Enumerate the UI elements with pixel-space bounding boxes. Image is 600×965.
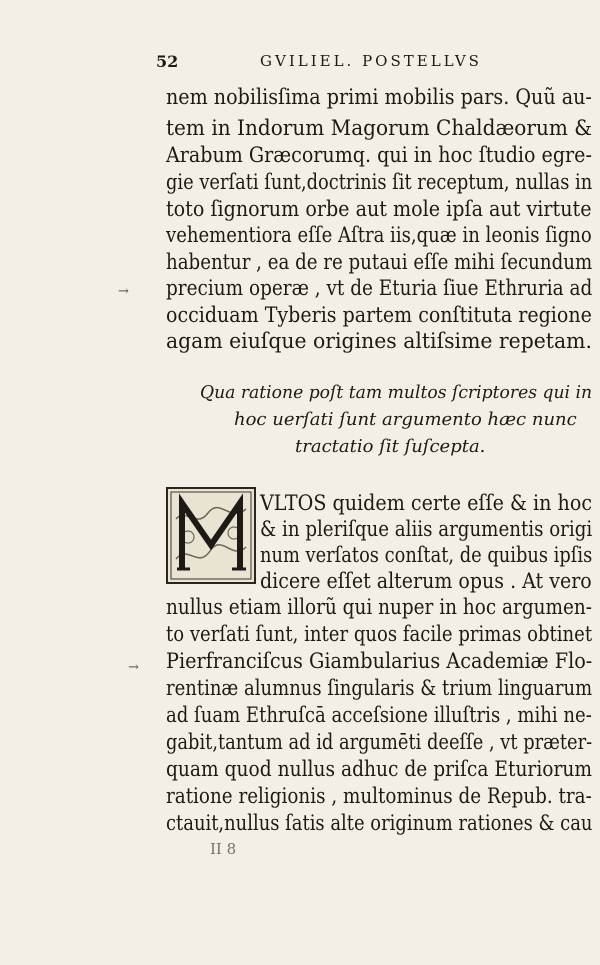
text-line: to verſati ſunt, inter quos facile primas obtinet — [166, 622, 593, 646]
text-line: nem nobilisſima primi mobilis pars. Quũ au- — [166, 85, 592, 109]
text-line: occiduam Tyberis partem conſtituta regione — [166, 303, 592, 327]
catchword: II 8 — [210, 840, 237, 858]
text-line: ctauit,nullus ſatis alte originum rationes & cau — [166, 811, 593, 835]
running-title: GVILIEL. POSTELLVS — [260, 52, 482, 70]
decorated-initial — [166, 487, 256, 584]
text-line: dicere eſſet alterum opus . At vero — [260, 569, 592, 593]
text-line: VLTOS quidem certe eſſe & in hoc — [260, 491, 593, 515]
text-line: gie verſati ſunt,doctrinis ſit receptum, nullas in — [166, 170, 593, 194]
text-line: ratione religionis , multominus de Repub. tra- — [166, 784, 592, 808]
text-line: nullus etiam illorũ qui nuper in hoc argumen- — [166, 595, 592, 619]
text-line: rentinæ alumnus ſingularis & trium linguarum — [166, 676, 593, 700]
running-head — [150, 52, 590, 74]
section-heading-line: hoc uerſati ſunt argumento hæc nunc — [234, 409, 577, 430]
text-line: precium operæ , vt de Eturia ſiue Ethruria ad — [166, 276, 593, 300]
text-line: gabit,tantum ad id argumēti deeſſe , vt præter- — [166, 730, 593, 754]
text-line: toto ſignorum orbe aut mole ipſa aut virtute — [166, 197, 592, 221]
text-line: Pierfranciſcus Giambularius Academiæ Flo- — [166, 649, 593, 673]
text-line: agam eiuſque origines altiſsime repetam. — [166, 329, 592, 353]
section-heading-line: Qua ratione poſt tam multos ſcriptores qui in — [200, 382, 593, 403]
margin-mark: → — [118, 284, 129, 299]
decorated-initial-graphic — [168, 489, 254, 582]
margin-mark: → — [128, 660, 139, 675]
text-line: habentur , ea de re putaui eſſe mihi ſecundum — [166, 250, 593, 274]
text-line: vehementiora eſſe Aſtra iis,quæ in leonis ſigno — [166, 223, 592, 247]
text-line: & in pleriſque aliis argumentis origi — [260, 517, 593, 541]
section-heading-line: tractatio ſit ſuſcepta. — [295, 436, 486, 457]
text-line: ad ſuam Ethruſcā acceſsione illuſtris , mihi ne- — [166, 703, 592, 727]
text-line: Arabum Græcorumq. qui in hoc ſtudio egre- — [166, 143, 592, 167]
text-line: quam quod nullus adhuc de priſca Eturiorum — [166, 757, 593, 781]
page-number: 52 — [156, 52, 179, 71]
text-line: num verſatos conſtat, de quibus ipſis — [260, 543, 593, 567]
text-line: tem in Indorum Magorum Chaldæorum & — [166, 116, 593, 140]
